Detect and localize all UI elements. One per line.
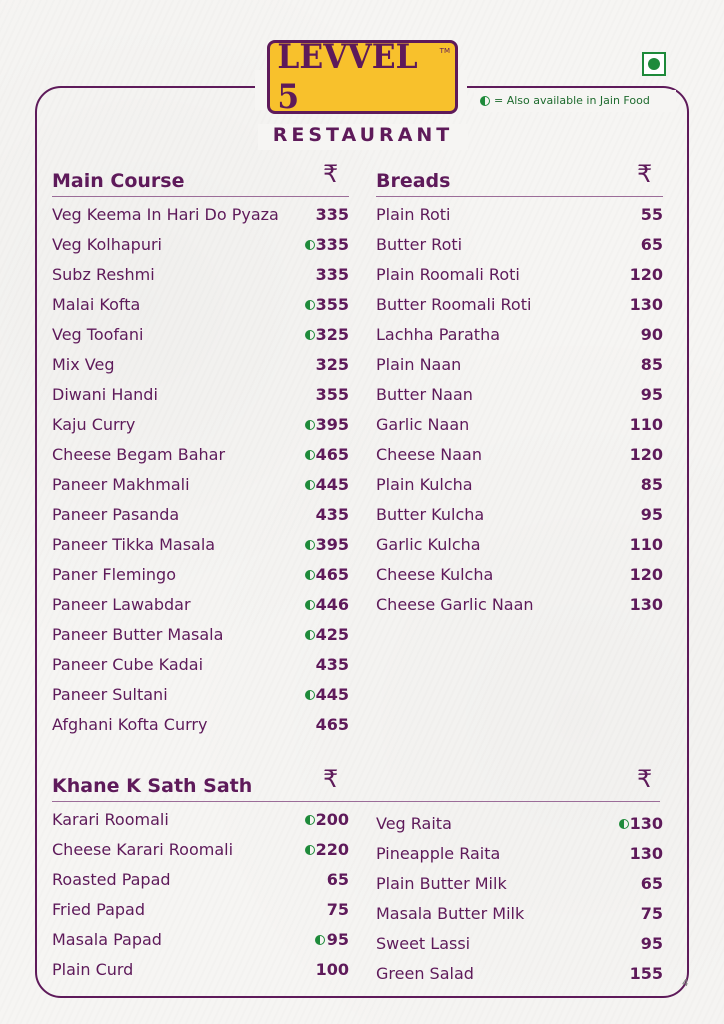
jain-half-circle-icon xyxy=(305,330,315,340)
logo-text: LEVVEL 5 xyxy=(277,37,418,117)
menu-item xyxy=(52,685,349,715)
menu-item-price: 65 xyxy=(326,870,349,889)
menu-item-price: 395 xyxy=(315,535,349,554)
menu-item-price: 100 xyxy=(315,960,349,979)
menu-item xyxy=(376,535,663,565)
menu-item-price: 220 xyxy=(315,840,349,859)
menu-item xyxy=(376,265,663,295)
menu-item-price: 120 xyxy=(629,445,663,464)
menu-item-price: 130 xyxy=(629,595,663,614)
menu-item-price: 130 xyxy=(629,814,663,833)
menu-item-price: 95 xyxy=(640,934,663,953)
menu-item-price: 465 xyxy=(315,565,349,584)
menu-item xyxy=(52,295,349,325)
menu-item xyxy=(52,235,349,265)
menu-item-name: Lachha Paratha xyxy=(376,325,501,344)
menu-item-name: Diwani Handi xyxy=(52,385,158,404)
menu-item xyxy=(52,715,349,745)
menu-item xyxy=(376,814,663,844)
jain-half-circle-icon xyxy=(305,815,315,825)
jain-legend xyxy=(480,94,650,107)
menu-item-name: Plain Curd xyxy=(52,960,134,979)
menu-item-price: 110 xyxy=(629,415,663,434)
menu-item-name: Plain Roti xyxy=(376,205,451,224)
menu-item-name: Paneer Pasanda xyxy=(52,505,180,524)
menu-item-name: Mix Veg xyxy=(52,355,115,374)
menu-item-name: Cheese Garlic Naan xyxy=(376,595,534,614)
menu-item-price: 75 xyxy=(326,900,349,919)
menu-item-name: Roasted Papad xyxy=(52,870,171,889)
menu-item-price: 65 xyxy=(640,874,663,893)
levvel5-logo xyxy=(267,37,458,117)
jain-half-circle-icon xyxy=(315,935,325,945)
menu-item xyxy=(376,295,663,325)
menu-item-name: Plain Naan xyxy=(376,355,462,374)
menu-item-price: 435 xyxy=(315,655,349,674)
sides-currency-right: ₹ xyxy=(637,765,653,793)
menu-item xyxy=(376,934,663,964)
menu-item-name: Butter Naan xyxy=(376,385,473,404)
menu-item-price: 120 xyxy=(629,265,663,284)
menu-item xyxy=(52,475,349,505)
menu-item-name: Veg Keema In Hari Do Pyaza xyxy=(52,205,279,224)
jain-half-circle-icon xyxy=(305,600,315,610)
menu-item-price: 335 xyxy=(315,235,349,254)
menu-item-price: 355 xyxy=(315,385,349,404)
menu-item-price: 395 xyxy=(315,415,349,434)
menu-item xyxy=(376,904,663,934)
menu-item xyxy=(376,415,663,445)
menu-item xyxy=(376,505,663,535)
menu-item xyxy=(52,205,349,235)
menu-item xyxy=(52,840,349,870)
menu-item-name: Paneer Cube Kadai xyxy=(52,655,204,674)
sides-right-list xyxy=(376,814,663,994)
sides-title: Khane K Sath Sath xyxy=(52,775,253,797)
sides-left-list xyxy=(52,810,349,990)
sides-currency-left: ₹ xyxy=(323,765,339,793)
menu-item xyxy=(52,505,349,535)
menu-item xyxy=(376,385,663,415)
menu-item-price: 445 xyxy=(315,475,349,494)
menu-item-name: Sweet Lassi xyxy=(376,934,471,953)
jain-half-circle-icon xyxy=(305,450,315,460)
menu-item-name: Fried Papad xyxy=(52,900,145,919)
menu-item-price: 110 xyxy=(629,535,663,554)
menu-item-price: 325 xyxy=(315,325,349,344)
page-number: 4 xyxy=(682,978,689,989)
menu-item-name: Paneer Sultani xyxy=(52,685,168,704)
menu-item xyxy=(52,870,349,900)
menu-item-price: 335 xyxy=(315,205,349,224)
jain-half-circle-icon xyxy=(305,240,315,250)
menu-item-price: 465 xyxy=(315,445,349,464)
menu-item xyxy=(376,235,663,265)
menu-item-price: 95 xyxy=(640,385,663,404)
menu-item xyxy=(52,325,349,355)
jain-half-circle-icon xyxy=(305,630,315,640)
menu-item-name: Paneer Lawabdar xyxy=(52,595,191,614)
veg-symbol-icon xyxy=(642,52,666,76)
jain-half-circle-icon xyxy=(305,845,315,855)
menu-item-name: Paneer Butter Masala xyxy=(52,625,224,644)
menu-item-name: Plain Butter Milk xyxy=(376,874,507,893)
menu-item xyxy=(52,900,349,930)
menu-item xyxy=(376,844,663,874)
menu-item xyxy=(52,385,349,415)
menu-item-price: 95 xyxy=(326,930,349,949)
menu-item xyxy=(52,565,349,595)
menu-item-price: 425 xyxy=(315,625,349,644)
menu-item-name: Plain Roomali Roti xyxy=(376,265,520,284)
menu-item xyxy=(52,960,349,990)
menu-item xyxy=(52,810,349,840)
menu-item-price: 85 xyxy=(640,355,663,374)
menu-item-name: Veg Toofani xyxy=(52,325,144,344)
restaurant-subtitle: RESTAURANT xyxy=(272,124,454,146)
menu-item-price: 465 xyxy=(315,715,349,734)
menu-item xyxy=(376,964,663,994)
menu-item xyxy=(376,874,663,904)
menu-item-price: 435 xyxy=(315,505,349,524)
jain-half-circle-icon xyxy=(305,300,315,310)
menu-item-name: Green Salad xyxy=(376,964,474,983)
jain-half-circle-icon xyxy=(305,690,315,700)
menu-item-name: Veg Raita xyxy=(376,814,452,833)
main-course-list xyxy=(52,205,349,745)
breads-divider xyxy=(376,196,663,197)
menu-item-price: 155 xyxy=(629,964,663,983)
menu-item-name: Butter Kulcha xyxy=(376,505,485,524)
menu-item-name: Plain Kulcha xyxy=(376,475,473,494)
menu-item-name: Garlic Naan xyxy=(376,415,470,434)
menu-item-name: Butter Roomali Roti xyxy=(376,295,532,314)
menu-item-price: 65 xyxy=(640,235,663,254)
menu-item xyxy=(376,595,663,625)
menu-item-price: 325 xyxy=(315,355,349,374)
menu-item-name: Paneer Makhmali xyxy=(52,475,190,494)
jain-half-circle-icon xyxy=(305,540,315,550)
menu-item-price: 130 xyxy=(629,295,663,314)
menu-item xyxy=(376,355,663,385)
menu-item-name: Cheese Naan xyxy=(376,445,482,464)
menu-item-name: Kaju Curry xyxy=(52,415,136,434)
trademark-mark: TM xyxy=(439,47,450,55)
menu-item-price: 200 xyxy=(315,810,349,829)
jain-half-circle-icon xyxy=(305,420,315,430)
menu-item xyxy=(376,565,663,595)
breads-currency: ₹ xyxy=(637,160,653,188)
menu-item-price: 446 xyxy=(315,595,349,614)
menu-item-price: 120 xyxy=(629,565,663,584)
menu-item-name: Afghani Kofta Curry xyxy=(52,715,208,734)
menu-item-price: 85 xyxy=(640,475,663,494)
menu-item-price: 75 xyxy=(640,904,663,923)
menu-item-price: 95 xyxy=(640,505,663,524)
menu-item-name: Paner Flemingo xyxy=(52,565,176,584)
menu-item-price: 355 xyxy=(315,295,349,314)
menu-item xyxy=(52,415,349,445)
menu-item-name: Veg Kolhapuri xyxy=(52,235,162,254)
menu-item xyxy=(52,355,349,385)
menu-item-name: Butter Roti xyxy=(376,235,463,254)
menu-item-price: 130 xyxy=(629,844,663,863)
menu-item-price: 335 xyxy=(315,265,349,284)
menu-item-name: Masala Butter Milk xyxy=(376,904,525,923)
menu-item-name: Garlic Kulcha xyxy=(376,535,481,554)
breads-list xyxy=(376,205,663,625)
breads-title: Breads xyxy=(376,170,451,192)
menu-item-name: Cheese Karari Roomali xyxy=(52,840,234,859)
menu-item xyxy=(376,205,663,235)
jain-legend-text: = Also available in Jain Food xyxy=(494,94,650,107)
menu-item-name: Subz Reshmi xyxy=(52,265,155,284)
jain-half-circle-icon xyxy=(619,819,629,829)
jain-half-circle-icon xyxy=(480,96,490,106)
sides-divider xyxy=(52,801,660,802)
menu-item-name: Cheese Begam Bahar xyxy=(52,445,226,464)
menu-item-name: Karari Roomali xyxy=(52,810,169,829)
menu-item xyxy=(52,625,349,655)
main-course-divider xyxy=(52,196,349,197)
menu-item-price: 445 xyxy=(315,685,349,704)
jain-half-circle-icon xyxy=(305,570,315,580)
menu-item xyxy=(376,325,663,355)
menu-item xyxy=(52,265,349,295)
menu-item-name: Pineapple Raita xyxy=(376,844,501,863)
menu-item-price: 90 xyxy=(640,325,663,344)
menu-item xyxy=(52,655,349,685)
menu-item-name: Malai Kofta xyxy=(52,295,141,314)
menu-item-name: Paneer Tikka Masala xyxy=(52,535,216,554)
menu-item xyxy=(52,445,349,475)
menu-item xyxy=(376,475,663,505)
main-course-title: Main Course xyxy=(52,170,185,192)
menu-item-name: Masala Papad xyxy=(52,930,162,949)
main-course-currency: ₹ xyxy=(323,160,339,188)
jain-half-circle-icon xyxy=(305,480,315,490)
menu-item-price: 55 xyxy=(640,205,663,224)
menu-item xyxy=(52,930,349,960)
menu-item xyxy=(52,535,349,565)
menu-item-name: Cheese Kulcha xyxy=(376,565,494,584)
menu-item xyxy=(376,445,663,475)
menu-item xyxy=(52,595,349,625)
